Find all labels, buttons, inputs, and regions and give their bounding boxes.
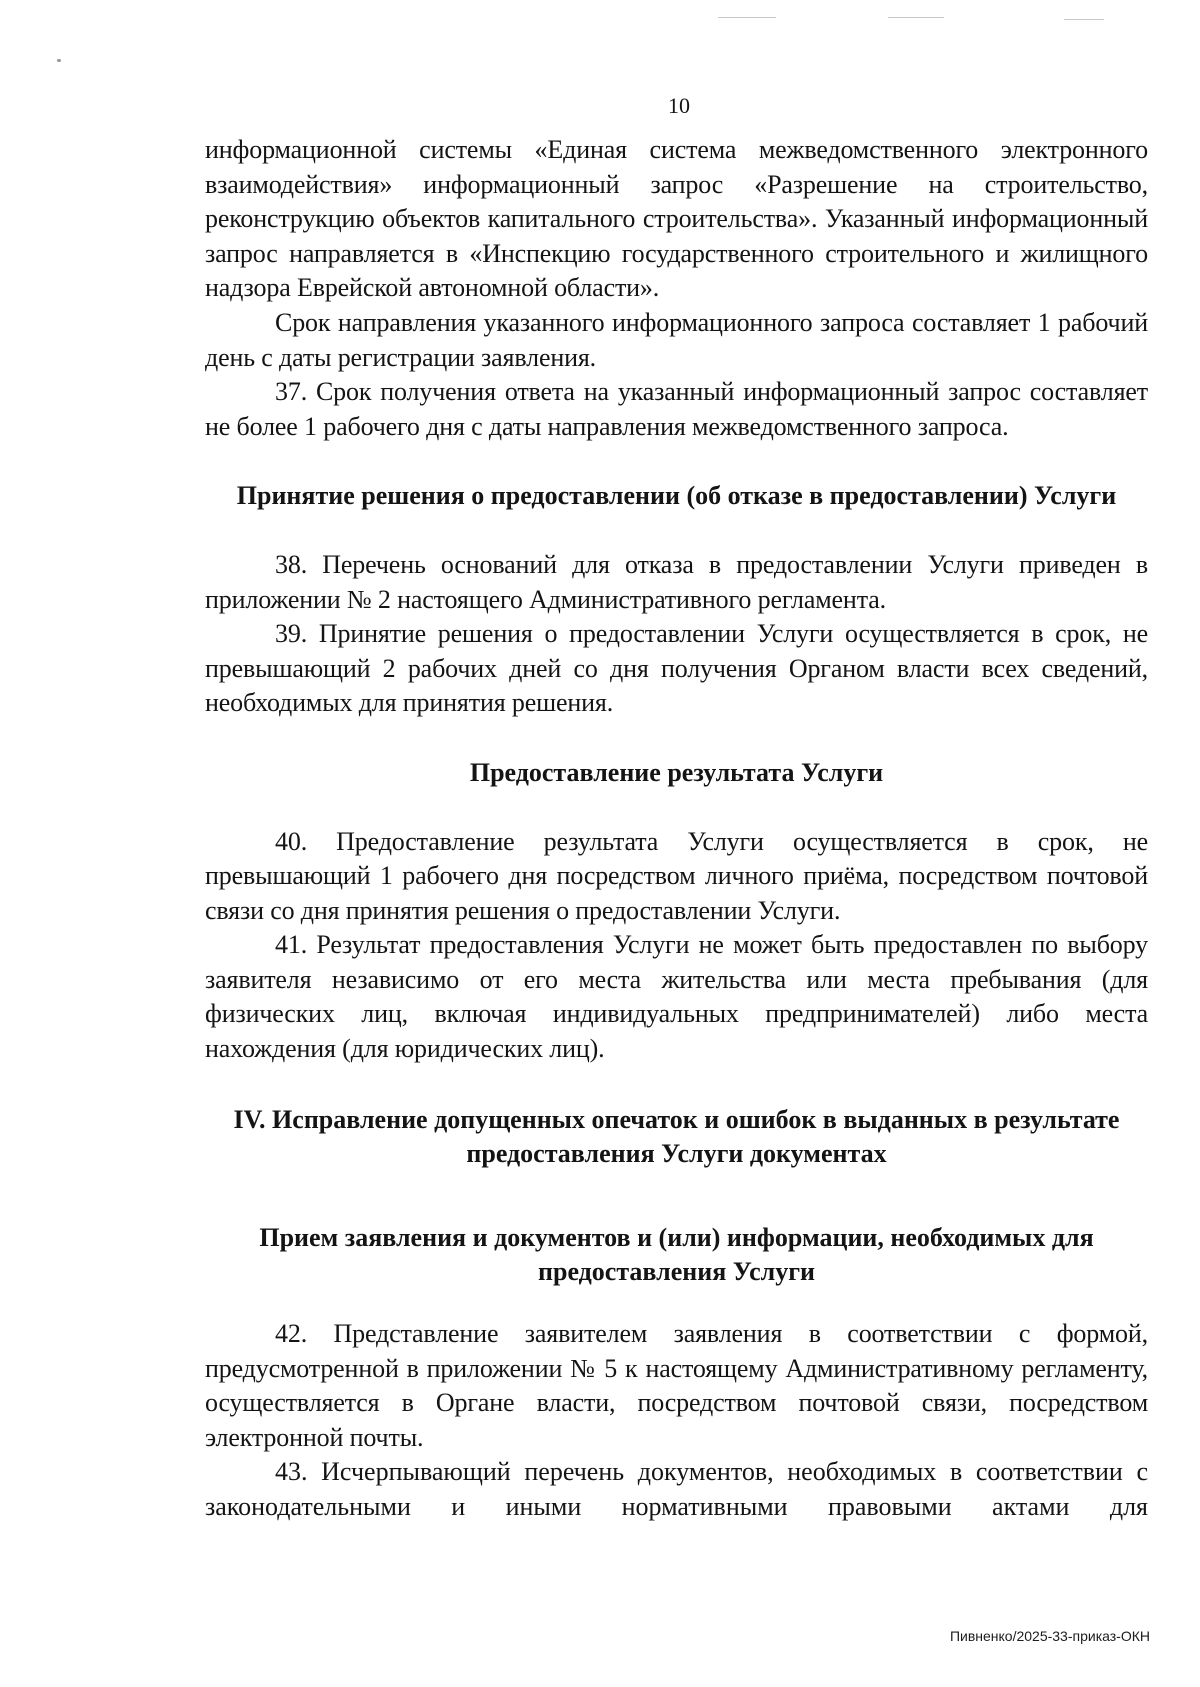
heading-decision: Принятие решения о предоставлении (об отказе в предоставлении) Услуги xyxy=(236,481,1117,511)
scan-artifact-top-3 xyxy=(1064,19,1104,20)
paragraph-41: 41. Результат предоставления Услуги не может быть предоставлен по выбору заявителя независимо от его места жительства или места пребывания (для физических лиц, включая индивидуальных предпринимателей) либо места нахождения (для юридических лиц). xyxy=(205,930,1148,1064)
scan-artifact-dot xyxy=(57,59,61,62)
scan-artifact-top-2 xyxy=(888,17,944,18)
paragraph-38: 38. Перечень оснований для отказа в предоставлении Услуги приведен в приложении № 2 настоящего Административного регламента. xyxy=(205,549,1148,614)
scan-artifact-top-1 xyxy=(718,17,776,18)
heading-result: Предоставление результата Услуги xyxy=(469,757,884,787)
page-number: 10 xyxy=(668,93,690,118)
document-body xyxy=(205,133,1148,1525)
paragraph-intro: информационной системы «Единая система межведомственного электронного взаимодействия» информационный запрос «Разрешение на строительство, реконструкцию объектов капитального строительства». Указанный информационный запрос направляется в «Инспекцию государственного строительного и жилищного надзора Еврейской автономной области». xyxy=(205,135,1148,303)
paragraph-37: 37. Срок получения ответа на указанный информационный запрос составляет не более 1 рабочего дня с даты направления межведомственного запроса. xyxy=(205,377,1148,441)
paragraph-42: 42. Представление заявителем заявления в соответствии с формой, предусмотренной в приложении № 5 к настоящему Административному регламенту, осуществляется в Органе власти, посредством почтовой связи, посредством электронной почты. xyxy=(205,1319,1148,1452)
section-iv-heading: IV. Исправление допущенных опечаток и ошибок в выданных в результате предоставления Услуги документах xyxy=(233,1104,1120,1169)
paragraph-40: 40. Предоставление результата Услуги осуществляется в срок, не превышающий 1 рабочего дня посредством личного приёма, посредством почтовой связи со дня принятия решения о предоставлении Услуги. xyxy=(205,826,1148,925)
paragraph-39: 39. Принятие решения о предоставлении Услуги осуществляется в срок, не превышающий 2 рабочих дней со дня получения Органом власти всех сведений, необходимых для принятия решения. xyxy=(205,619,1148,718)
footer-document-code: Пивненко/2025-33-приказ-ОКН xyxy=(949,1628,1150,1644)
paragraph-request-deadline: Срок направления указанного информационного запроса составляет 1 рабочий день с даты регистрации заявления. xyxy=(205,307,1148,372)
heading-application: Прием заявления и документов и (или) информации, необходимых для предоставления Услуги xyxy=(259,1222,1094,1287)
paragraph-43: 43. Исчерпывающий перечень документов, необходимых в соответствии с законодательными и иными нормативными правовыми актами для xyxy=(205,1457,1148,1521)
